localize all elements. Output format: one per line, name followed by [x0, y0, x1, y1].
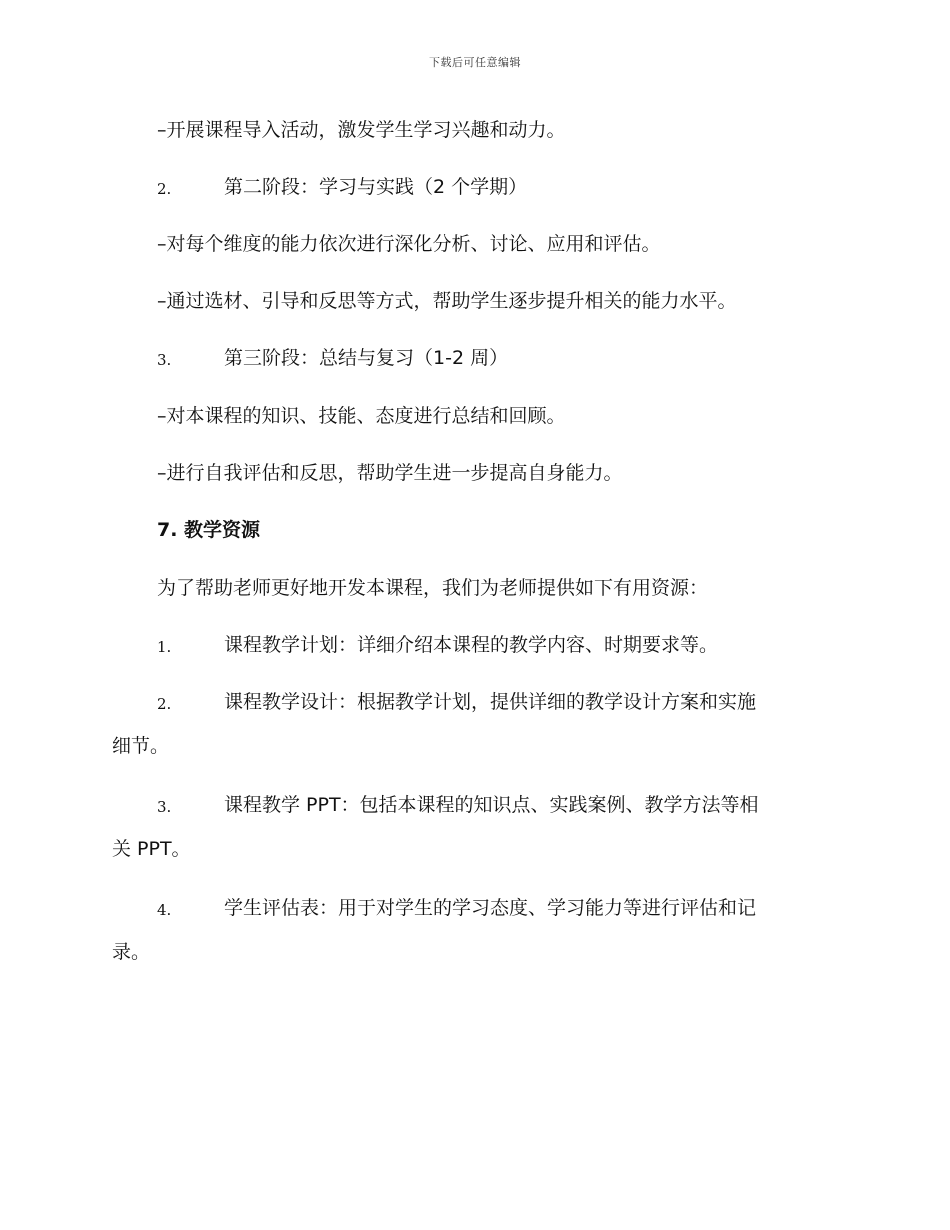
list-item-number: 1. — [157, 638, 172, 656]
list-item-text: 课程教学 PPT：包括本课程的知识点、实践案例、教学方法等相 — [224, 794, 759, 816]
list-item-text: 学生评估表：用于对学生的学习态度、学习能力等进行评估和记 — [224, 897, 757, 919]
bullet-line: –对每个维度的能力依次进行深化分析、讨论、应用和评估。 — [157, 233, 661, 255]
list-item-number: 4. — [157, 901, 172, 919]
section-intro: 为了帮助老师更好地开发本课程，我们为老师提供如下有用资源： — [157, 577, 709, 599]
stage-number: 2. — [157, 180, 172, 198]
bullet-line: –通过选材、引导和反思等方式，帮助学生逐步提升相关的能力水平。 — [157, 290, 737, 312]
section-heading: 7. 教学资源 — [157, 519, 261, 541]
stage-title: 第三阶段：总结与复习（1-2 周） — [224, 347, 509, 369]
bullet-line: –对本课程的知识、技能、态度进行总结和回顾。 — [157, 405, 566, 427]
bullet-line: –进行自我评估和反思，帮助学生进一步提高自身能力。 — [157, 462, 623, 484]
page-header: 下载后可任意编辑 — [429, 56, 521, 69]
list-item-number: 2. — [157, 695, 172, 713]
bullet-line: –开展课程导入活动，激发学生学习兴趣和动力。 — [157, 119, 566, 141]
list-item-number: 3. — [157, 798, 172, 816]
list-item-continuation: 细节。 — [112, 735, 170, 757]
list-item-continuation: 关 PPT。 — [112, 838, 191, 860]
list-item-continuation: 录。 — [112, 941, 151, 963]
stage-number: 3. — [157, 351, 172, 369]
stage-title: 第二阶段：学习与实践（2 个学期） — [224, 176, 528, 198]
list-item-text: 课程教学计划：详细介绍本课程的教学内容、时期要求等。 — [224, 634, 719, 656]
list-item-text: 课程教学设计：根据教学计划，提供详细的教学设计方案和实施 — [224, 691, 757, 713]
